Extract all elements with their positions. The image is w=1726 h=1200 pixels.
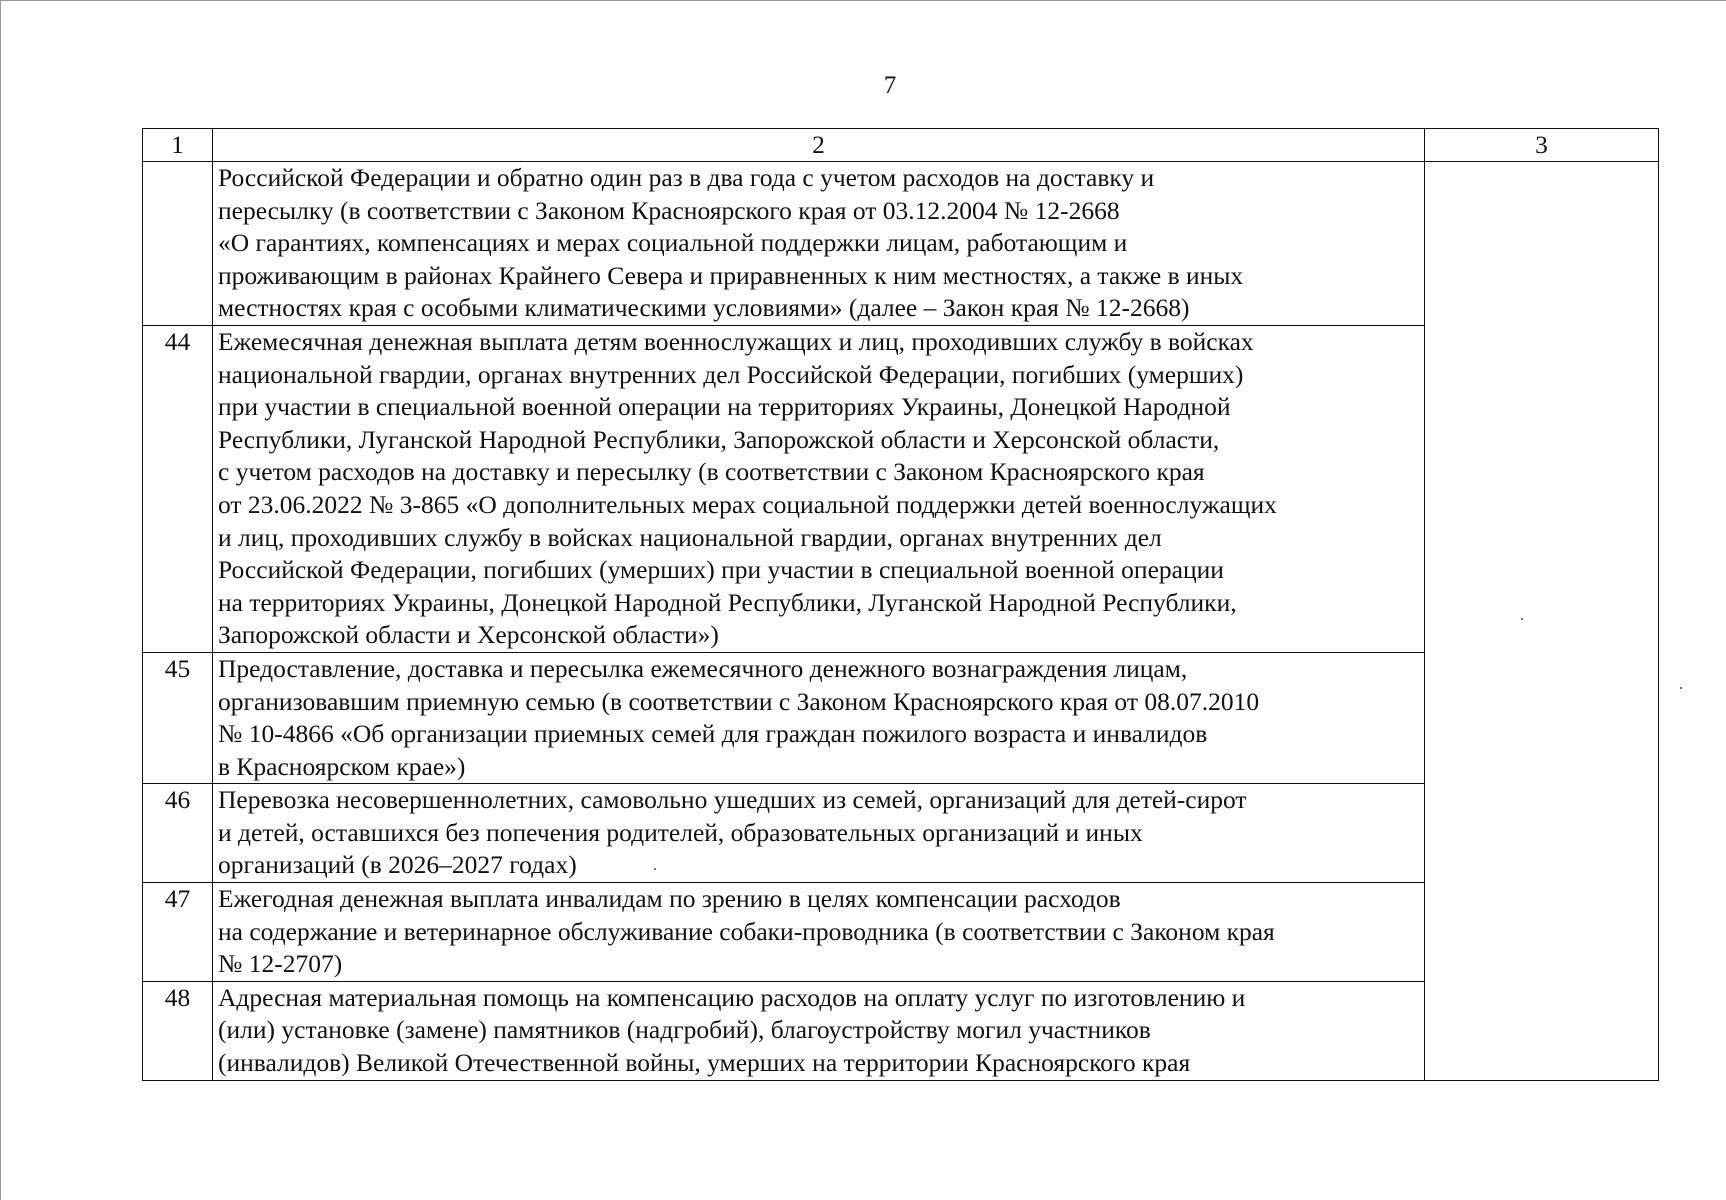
row-number: 47 <box>143 883 213 982</box>
text-line: Ежегодная денежная выплата инвалидам по зрению в целях компенсации расходов <box>218 884 1121 914</box>
row-number <box>143 162 213 326</box>
row-text <box>213 325 1425 652</box>
text-line: Запорожской области и Херсонской области») <box>218 620 719 650</box>
text-line: организаций (в 2026–2027 годах) <box>218 850 577 880</box>
text-line: Российской Федерации, погибших (умерших) при участии в специальной военной операции <box>218 555 1224 585</box>
header-cell-col1: 1 <box>143 129 213 162</box>
text-line: Ежемесячная денежная выплата детям военнослужащих и лиц, проходивших службу в войсках <box>218 326 1254 356</box>
text-line: на территориях Украины, Донецкой Народной Республики, Луганской Народной Республики, <box>218 587 1237 617</box>
text-line: пересылку (в соответствии с Законом Красноярского края от 03.12.2004 № 12-2668 <box>218 195 1120 225</box>
row-text <box>213 652 1425 783</box>
scan-speck <box>1521 618 1523 620</box>
text-line: с учетом расходов на доставку и пересылку (в соответствии с Законом Красноярского края <box>218 457 1205 487</box>
text-line: национальной гвардии, органах внутренних дел Российской Федерации, погибших (умерших) <box>218 359 1244 389</box>
text-line: организовавшим приемную семью (в соответствии с Законом Красноярского края от 08.07.2010 <box>218 686 1260 716</box>
page-number: 7 <box>883 72 897 99</box>
table-row <box>143 162 1659 326</box>
text-line: № 12-2707) <box>218 949 343 979</box>
table-body <box>143 129 1659 1081</box>
row-text <box>213 784 1425 883</box>
header-cell-col2: 2 <box>213 129 1425 162</box>
column-3-empty-cell <box>1425 162 1659 1081</box>
text-line: от 23.06.2022 № 3-865 «О дополнительных мерах социальной поддержки детей военнослужащих <box>218 489 1277 519</box>
header-cell-col3: 3 <box>1425 129 1659 162</box>
row-text <box>213 883 1425 982</box>
row-number: 44 <box>143 325 213 652</box>
scan-edge-top <box>0 0 1726 1</box>
text-line: в Красноярском крае») <box>218 751 466 781</box>
text-line: при участии в специальной военной операции на территориях Украины, Донецкой Народной <box>218 392 1231 422</box>
table-header-row <box>143 129 1659 162</box>
row-number: 45 <box>143 652 213 783</box>
text-line: Российской Федерации и обратно один раз в два года с учетом расходов на доставку и <box>218 163 1155 192</box>
scan-speck <box>1680 687 1682 689</box>
row-number: 48 <box>143 981 213 1080</box>
row-text <box>213 162 1425 326</box>
text-line: Предоставление, доставка и пересылка ежемесячного денежного вознаграждения лицам, <box>218 653 1188 683</box>
text-line: Республики, Луганской Народной Республики, Запорожской области и Херсонской области, <box>218 424 1220 454</box>
text-line: (или) установке (замене) памятников (надгробий), благоустройству могил участников <box>218 1015 1151 1045</box>
row-text <box>213 981 1425 1080</box>
document-table <box>142 128 1659 1081</box>
text-line: проживающим в районах Крайнего Севера и приравненных к ним местностях, а также в иных <box>218 260 1244 290</box>
text-line: на содержание и ветеринарное обслуживание собаки-проводника (в соответствии с Законом края <box>218 916 1275 946</box>
scan-speck <box>654 868 656 870</box>
text-line: Перевозка несовершеннолетних, самовольно ушедших из семей, организаций для детей-сирот <box>218 785 1247 815</box>
text-line: № 10-4866 «Об организации приемных семей для граждан пожилого возраста и инвалидов <box>218 719 1208 749</box>
text-line: и лиц, проходивших службу в войсках национальной гвардии, органах внутренних дел <box>218 522 1162 552</box>
row-number: 46 <box>143 784 213 883</box>
scan-edge-left <box>0 0 1 1200</box>
text-line: местностях края с особыми климатическими условиями» (далее – Закон края № 12-2668) <box>218 293 1190 323</box>
text-line: Адресная материальная помощь на компенсацию расходов на оплату услуг по изготовлению и <box>218 982 1246 1012</box>
text-line: «О гарантиях, компенсациях и мерах социальной поддержки лицам, работающим и <box>218 228 1128 258</box>
text-line: и детей, оставшихся без попечения родителей, образовательных организаций и иных <box>218 817 1143 847</box>
text-line: (инвалидов) Великой Отечественной войны, умерших на территории Красноярского края <box>218 1048 1191 1078</box>
